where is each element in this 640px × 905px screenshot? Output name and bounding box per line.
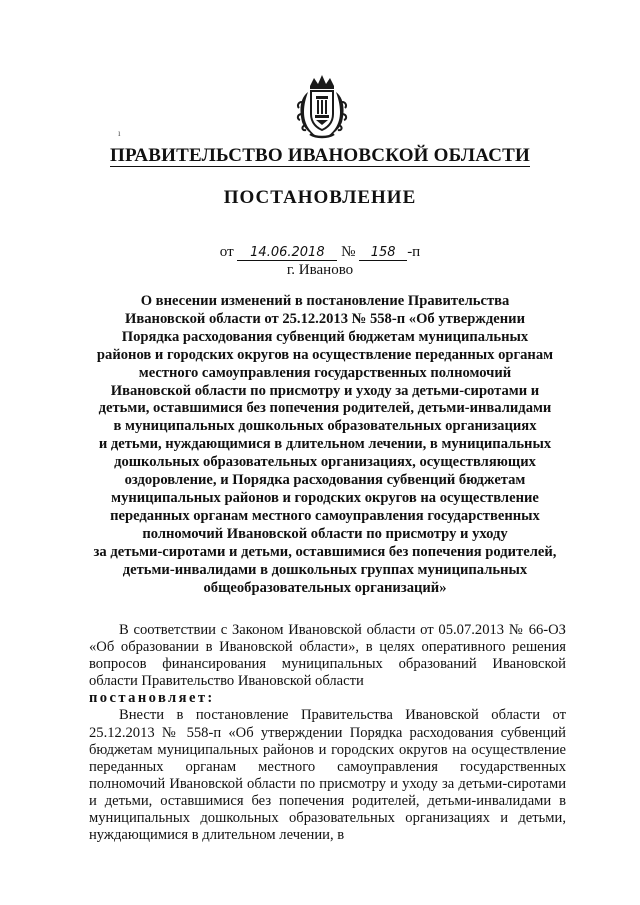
paragraph-2-text: Внести в постановление Правительства Ивановской области от 25.12.2013 № 558-п «Об утверждении Порядка расходования субвенций бюджетам муниципальных районов и городских округов на осуществление переданных органам местного самоуправления государственных полномочий Ивановской области по присмотру и уходу за детьми-сиротами и детьми, оставшимися без попечения родителей, детьми-инвалидами в муниципальных дошкольных образовательных организациях и детьми, нуждающимися в длительном лечении, в xyxy=(89,707,566,844)
title-line: детьми-инвалидами в дошкольных группах муниципальных xyxy=(122,561,528,578)
document-body xyxy=(89,622,566,844)
title-line: полномочий Ивановской области по присмотру и уходу xyxy=(142,525,508,542)
title-line: детьми, оставшимися без попечения родителей, детьми-инвалидами xyxy=(98,400,552,417)
title-line: О внесении изменений в постановление Правительства xyxy=(140,293,510,309)
title-line: Ивановской области от 25.12.2013 № 558-п «Об утверждении xyxy=(125,310,525,327)
title-line: переданных органам местного самоуправления государственных xyxy=(110,507,540,524)
title-line: районов и городских округов на осуществление переданных органам xyxy=(96,346,554,363)
decree-word: постановляет: xyxy=(89,690,215,707)
title-line: Порядка расходования субвенций бюджетам муниципальных xyxy=(121,328,529,345)
body-paragraph-1 xyxy=(89,622,566,690)
title-line: и детьми, нуждающимися в длительном лечении, в муниципальных xyxy=(98,436,552,453)
title-line: общеобразовательных организаций» xyxy=(203,579,447,596)
date-prefix: от xyxy=(219,244,234,260)
number-prefix: № xyxy=(341,244,356,260)
scan-mark: ı xyxy=(118,128,121,138)
document-type: ПОСТАНОВЛЕНИЕ xyxy=(223,187,417,208)
paragraph-1-text: В соответствии с Законом Ивановской области от 05.07.2013 № 66-ОЗ «Об образовании в Ивановской области», в целях оперативного решения вопросов финансирования муниципальных образований Ивановской области Правительство Ивановской области xyxy=(89,622,566,690)
number-suffix: -п xyxy=(407,244,421,260)
title-line: оздоровление, и Порядка расходования субвенций бюджетам xyxy=(124,472,526,489)
title-line: муниципальных районов и городских округов на осуществление xyxy=(111,489,539,506)
title-line: в муниципальных дошкольных образовательных организациях xyxy=(113,418,537,435)
document-title xyxy=(80,293,570,597)
body-paragraph-2 xyxy=(89,707,566,844)
title-line: дошкольных образовательных организациях, осуществляющих xyxy=(114,454,536,471)
government-name: ПРАВИТЕЛЬСТВО ИВАНОВСКОЙ ОБЛАСТИ xyxy=(110,145,530,166)
handwritten-number: 158 xyxy=(359,245,407,261)
date-number-line xyxy=(0,244,640,261)
title-line: за детьми-сиротами и детьми, оставшимися без попечения родителей, xyxy=(93,543,557,560)
handwritten-date: 14.06.2018 xyxy=(237,245,337,261)
decree-line xyxy=(89,690,566,707)
city-line: г. Иваново xyxy=(286,262,354,278)
government-heading xyxy=(0,145,640,167)
title-line: местного самоуправления государственных полномочий xyxy=(138,364,512,381)
title-line: Ивановской области по присмотру и уходу за детьми-сиротами и xyxy=(110,382,540,399)
coat-of-arms-emblem xyxy=(296,72,348,140)
